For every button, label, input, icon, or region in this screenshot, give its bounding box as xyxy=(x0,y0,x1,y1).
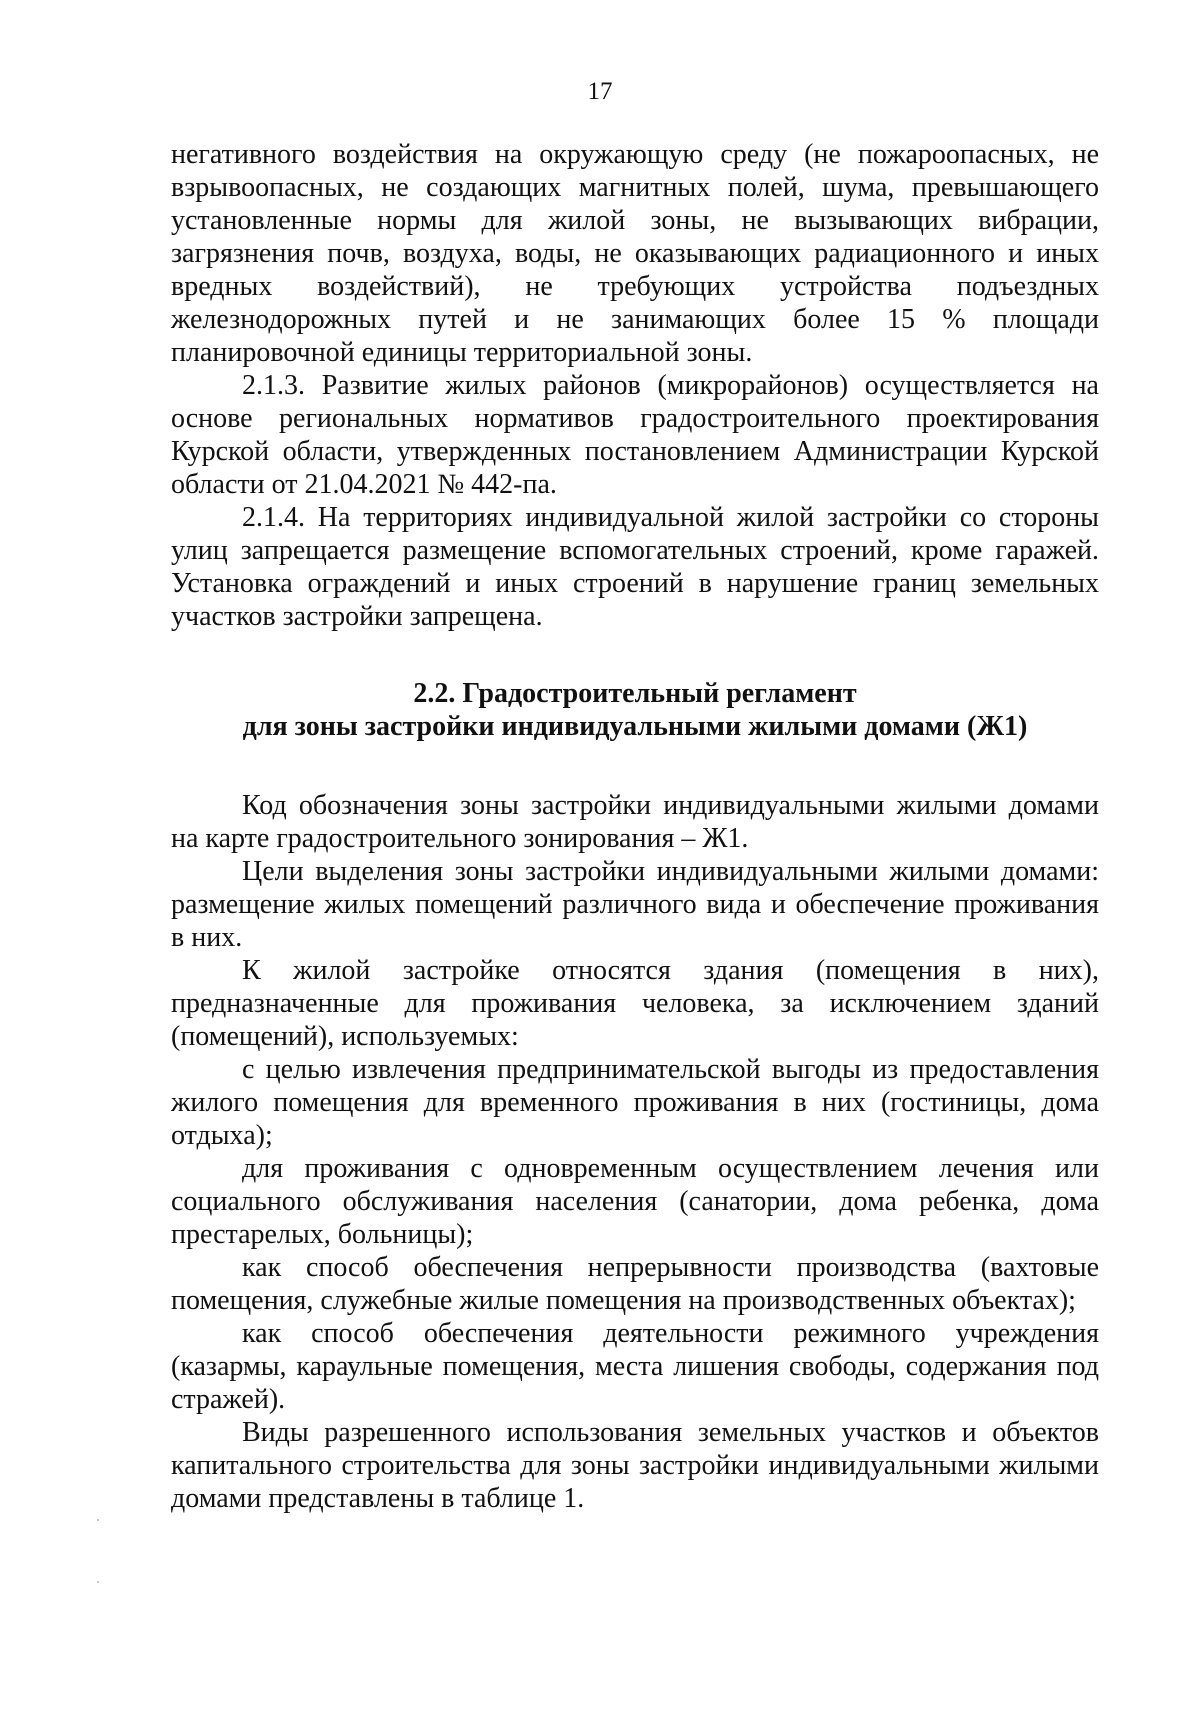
paragraph-zone-goals: Цели выделения зоны застройки индивидуальными жилыми домами: размещение жилых помещений различного вида и обеспечение проживания в них. xyxy=(171,856,1099,953)
list-item-commercial: с целью извлечения предпринимательской выгоды из предоставления жилого помещения для временного проживания в них (гостиницы, дома отдыха); xyxy=(171,1054,1099,1151)
paragraph-2-1-4: 2.1.4. На территориях индивидуальной жилой застройки со стороны улиц запрещается размещение вспомогательных строений, кроме гаражей. Установка ограждений и иных строений в нарушение границ земельных участков застройки запрещена. xyxy=(171,502,1099,632)
paragraph-continuation: негативного воздействия на окружающую среду (не пожароопасных, не взрывоопасных, не создающих магнитных полей, шума, превышающего установленные нормы для жилой зоны, не вызывающих вибрации, загрязнения почв, воздуха, воды, не оказывающих радиационного и иных вредных воздействий), не требующих устройства подъездных железнодорожных путей и не занимающих более 15 % площади планировочной единицы территориальной зоны. xyxy=(171,139,1099,368)
scan-mark xyxy=(97,1581,99,1583)
section-heading-line-2: для зоны застройки индивидуальными жилыми домами (Ж1) xyxy=(242,711,1028,742)
section-heading-line-1: 2.2. Градостроительный регламент xyxy=(413,678,857,709)
paragraph-residential-definition: К жилой застройке относятся здания (помещения в них), предназначенные для проживания человека, за исключением зданий (помещений), используемых: xyxy=(171,955,1099,1052)
paragraph-zone-code: Код обозначения зоны застройки индивидуальными жилыми домами на карте градостроительного зонирования – Ж1. xyxy=(171,790,1099,854)
paragraph-2-1-3: 2.1.3. Развитие жилых районов (микрорайонов) осуществляется на основе региональных нормативов градостроительного проектирования Курской области, утвержденных постановлением Администрации Курской области от 21.04.2021 № 442-па. xyxy=(171,370,1099,500)
list-item-regime-institution: как способ обеспечения деятельности режимного учреждения (казармы, караульные помещения, места лишения свободы, содержания под стражей). xyxy=(171,1318,1099,1415)
list-item-medical-social: для проживания с одновременным осуществлением лечения или социального обслуживания населения (санатории, дома ребенка, дома престарелых, больницы); xyxy=(171,1153,1099,1250)
list-item-production: как способ обеспечения непрерывности производства (вахтовые помещения, служебные жилые помещения на производственных объектах); xyxy=(171,1252,1099,1316)
section-heading xyxy=(171,677,1099,743)
scan-mark xyxy=(97,1519,99,1521)
page-number: 17 xyxy=(587,78,613,105)
paragraph-permitted-uses: Виды разрешенного использования земельных участков и объектов капитального строительства для зоны застройки индивидуальными жилыми домами представлены в таблице 1. xyxy=(171,1417,1099,1514)
document-body xyxy=(171,138,1099,1515)
